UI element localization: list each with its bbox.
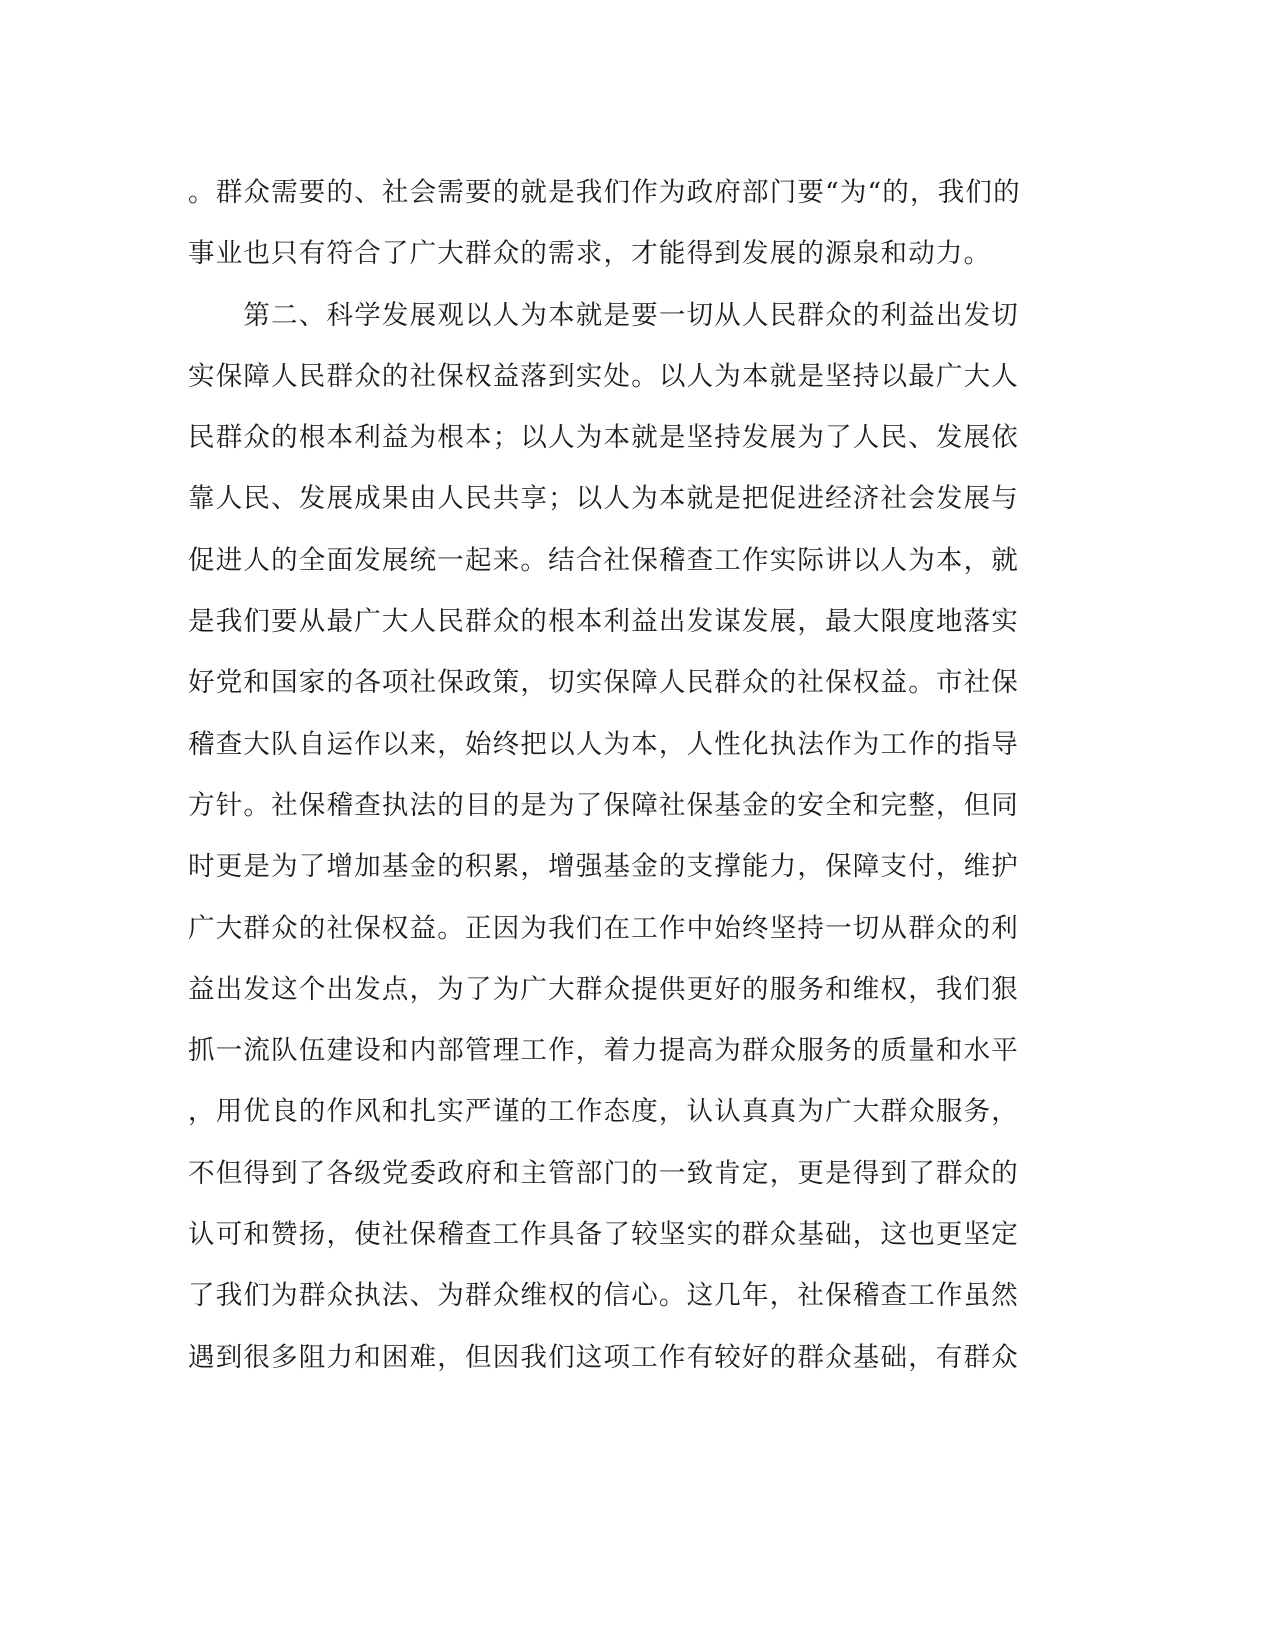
text-line: 了我们为群众执法、为群众维权的信心。这几年，社保稽查工作虽然 (188, 1280, 1019, 1312)
text-line: ，用优良的作风和扎实严谨的工作态度，认认真真为广大群众服务， (188, 1096, 1019, 1128)
text-line: 认可和赞扬，使社保稽查工作具备了较坚实的群众基础，这也更坚定 (188, 1219, 1019, 1251)
text-line: 靠人民、发展成果由人民共享；以人为本就是把促进经济社会发展与 (188, 483, 1019, 515)
text-line: 事业也只有符合了广大群众的需求，才能得到发展的源泉和动力。 (188, 238, 992, 270)
text-line: 实保障人民群众的社保权益落到实处。以人为本就是坚持以最广大人 (188, 360, 1019, 392)
text-line: 第二、科学发展观以人为本就是要一切从人民群众的利益出发切 (188, 299, 1019, 331)
text-line: 广大群众的社保权益。正因为我们在工作中始终坚持一切从群众的利 (188, 912, 1019, 944)
text-line: 遇到很多阻力和困难，但因我们这项工作有较好的群众基础，有群众 (188, 1341, 1019, 1373)
body-text (188, 162, 1088, 1388)
text-line: 促进人的全面发展统一起来。结合社保稽查工作实际讲以人为本，就 (188, 544, 1019, 576)
text-line: 益出发这个出发点，为了为广大群众提供更好的服务和维权，我们狠 (188, 973, 1019, 1005)
text-line: 好党和国家的各项社保政策，切实保障人民群众的社保权益。市社保 (188, 667, 1019, 699)
text-line: 民群众的根本利益为根本；以人为本就是坚持发展为了人民、发展依 (188, 422, 1019, 454)
text-line: 。群众需要的、社会需要的就是我们作为政府部门要“为“的，我们的 (188, 177, 1021, 208)
text-line: 抓一流队伍建设和内部管理工作，着力提高为群众服务的质量和水平 (188, 1035, 1019, 1067)
text-line: 稽查大队自运作以来，始终把以人为本，人性化执法作为工作的指导 (188, 728, 1019, 760)
text-line: 不但得到了各级党委政府和主管部门的一致肯定，更是得到了群众的 (188, 1157, 1019, 1189)
text-line: 是我们要从最广大人民群众的根本利益出发谋发展，最大限度地落实 (188, 606, 1019, 638)
text-line: 时更是为了增加基金的积累，增强基金的支撑能力，保障支付，维护 (188, 851, 1019, 883)
text-line: 方针。社保稽查执法的目的是为了保障社保基金的安全和完整，但同 (188, 789, 1019, 821)
